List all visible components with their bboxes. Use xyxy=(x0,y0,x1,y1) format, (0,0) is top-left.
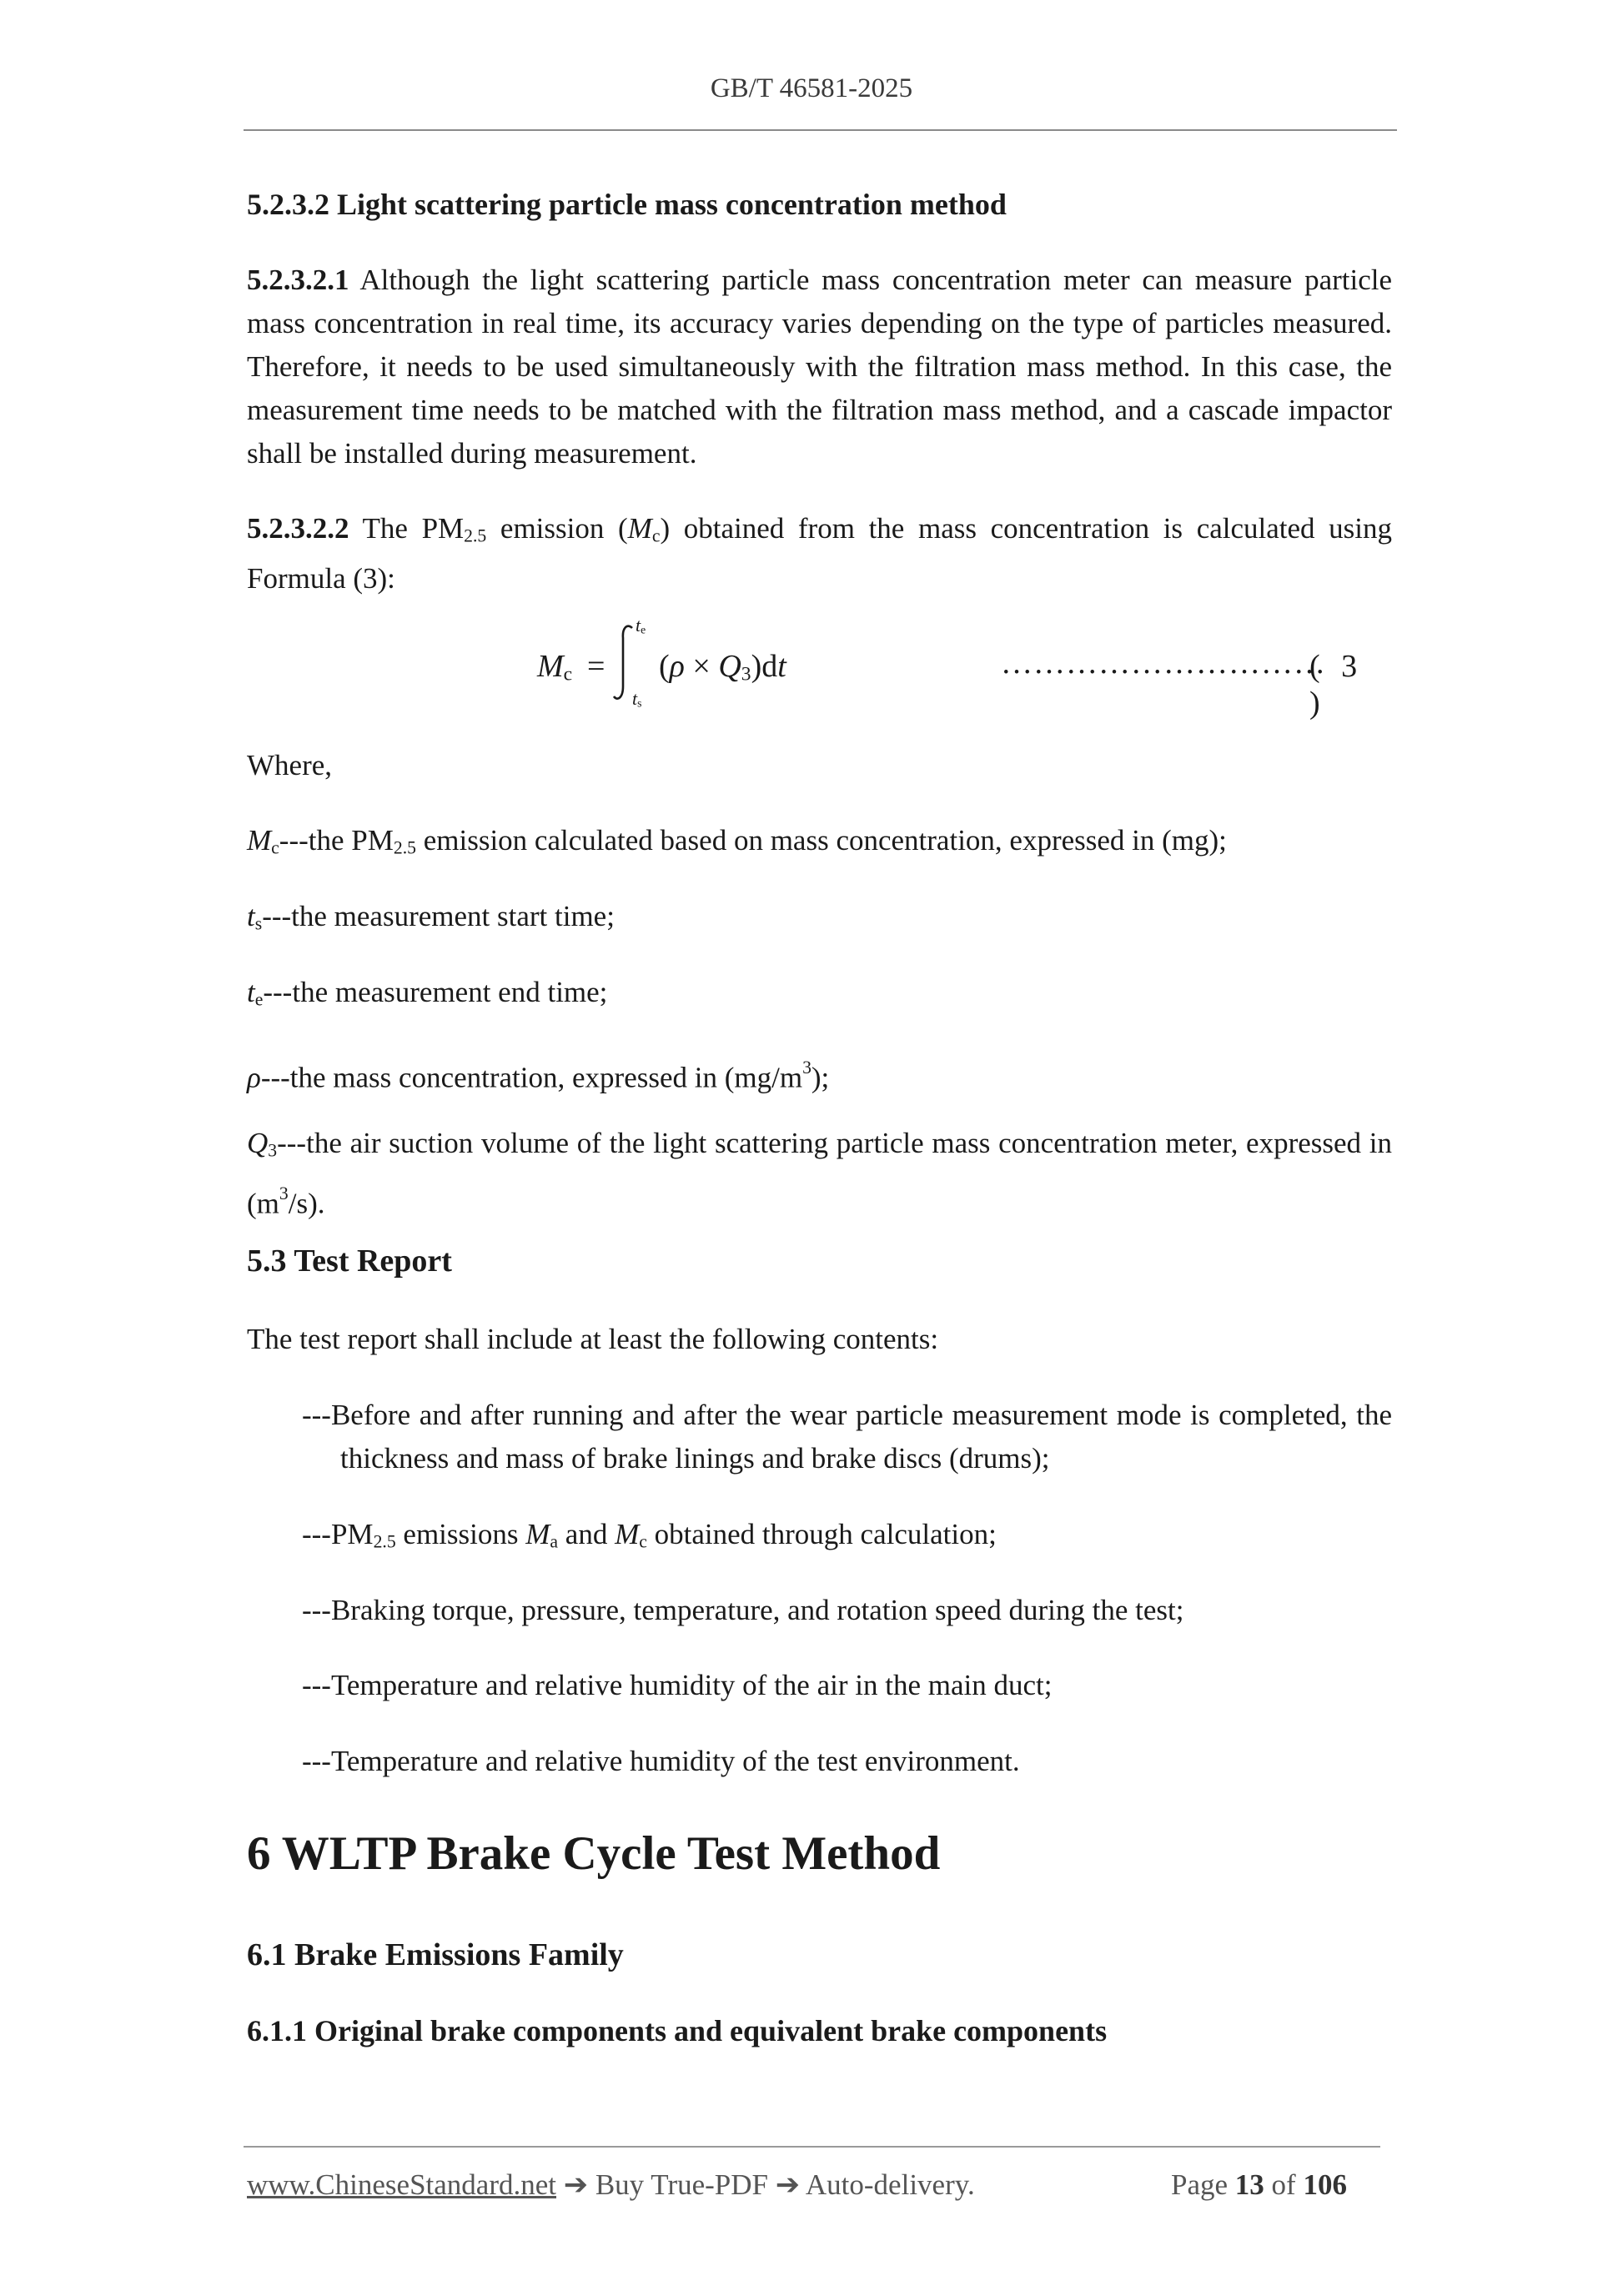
arrow-right-icon: ➔ xyxy=(775,2168,801,2201)
list-item: ---Before and after running and after the wear particle measurement mode is completed, the thickness and mass of brake linings and brake discs (drums); xyxy=(302,1399,1392,1475)
definition-rho: ρ---the mass concentration, expressed in $(mg/m^3)$; xyxy=(247,1058,830,1094)
test-report-intro: The test report shall include at least the following contents: xyxy=(247,1323,939,1355)
section-heading-5-3: 5.3 Test Report xyxy=(247,1243,452,1279)
paragraph-5-2-3-2-1 xyxy=(247,259,1392,475)
paragraph-5-2-3-2-2: 5.2.3.2.2 The $PM_{2.5}$ emission $(M_c)$ obtained from the mass concentration is calculated using Formula (3): xyxy=(247,512,1393,595)
page-indicator: Page 13 of 106 xyxy=(1171,2168,1347,2201)
formula-equals: = xyxy=(587,649,605,684)
definition-te: $t_e--$-the measurement end time; xyxy=(247,976,608,1010)
formula-lhs: $M_c$ xyxy=(537,649,573,686)
current-page: 13 xyxy=(1234,2168,1264,2201)
formula-leader-dots: ………………………… xyxy=(1001,646,1326,681)
list-item: ---Braking torque, pressure, temperature, and rotation speed during the test; xyxy=(302,1594,1184,1626)
list-item: ---Temperature and relative humidity of the test environment. xyxy=(302,1745,1020,1777)
list-item: $---PM_{2.5}$ emissions $M_a$ and $M_c$ obtained through calculation; xyxy=(302,1518,997,1552)
page-header: GB/T 46581-2025 xyxy=(710,73,913,103)
clause-number: 5.2.3.2.1 xyxy=(247,264,349,296)
total-pages: 106 xyxy=(1303,2168,1347,2201)
buy-true-pdf-link[interactable]: Buy True-PDF xyxy=(595,2168,768,2201)
section-heading-6-1: 6.1 Brake Emissions Family xyxy=(247,1937,624,1972)
site-link[interactable]: www.ChineseStandard.net xyxy=(247,2168,556,2201)
integral-lower-limit: $t_s$ xyxy=(632,688,642,710)
arrow-right-icon: ➔ xyxy=(563,2168,589,2201)
definition-mc: $M_c--$-the $PM_{2.5}$ emission calculated based on mass concentration, expressed in (mg); xyxy=(247,824,1227,858)
formula-number: ( 3 ) xyxy=(1309,649,1364,721)
definition-ts: $t_s--$-the measurement start time; xyxy=(247,900,615,934)
auto-delivery-text: Auto-delivery. xyxy=(805,2168,975,2201)
clause-text: Although the light scattering particle mass concentration meter can measure particle mass concentration in real time, its accuracy varies depending on the type of particles measured. Therefore, it needs to be used simultaneously with the filtration mass method. In this case, the measurement time needs to be matched with the filtration mass method, and a cascade impactor shall be installed during measurement. xyxy=(247,264,1392,470)
formula-integrand: $(\rho \times Q_3)dt$ xyxy=(659,649,786,686)
section-heading-5-2-3-2: 5.2.3.2 Light scattering particle mass concentration method xyxy=(247,188,1007,221)
header-rule xyxy=(244,129,1397,131)
formula-3 xyxy=(534,615,1393,721)
definition-q3: $Q_3--$-the air suction volume of the light scattering particle mass concentration meter, expressed in $(m^3/s)$. xyxy=(247,1127,1392,1220)
footer-left xyxy=(247,2168,975,2202)
clause-number: 5.2.3.2.2 xyxy=(247,512,349,545)
section-heading-6-1-1: 6.1.1 Original brake components and equivalent brake components xyxy=(247,2014,1108,2047)
where-label: Where, xyxy=(247,749,333,781)
integral-upper-limit: $t_e$ xyxy=(636,615,646,636)
footer-rule xyxy=(244,2146,1380,2148)
list-item: ---Temperature and relative humidity of the air in the main duct; xyxy=(302,1669,1053,1701)
chapter-heading-6: 6 WLTP Brake Cycle Test Method xyxy=(247,1827,941,1880)
